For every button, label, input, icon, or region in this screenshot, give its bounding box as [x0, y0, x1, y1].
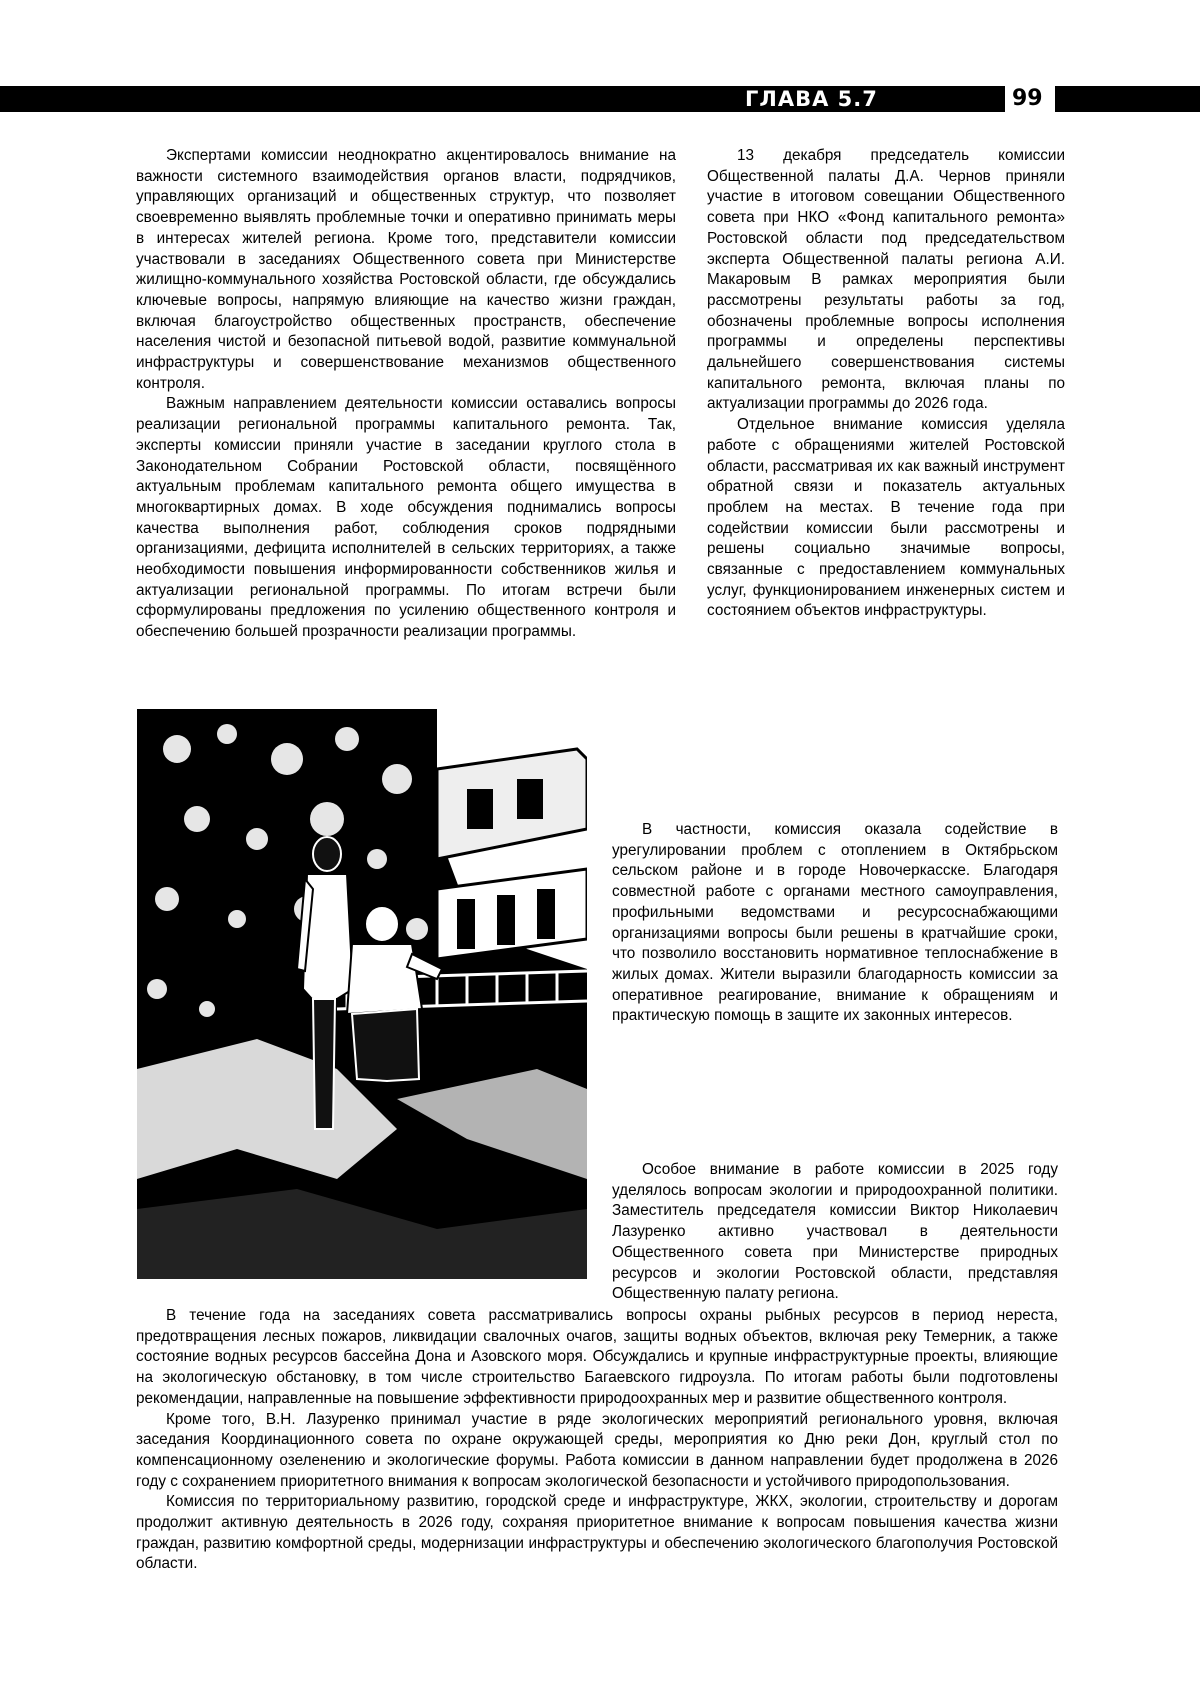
middle-text-1 — [612, 820, 1058, 1027]
left-column — [136, 146, 676, 643]
paragraph: Кроме того, В.Н. Лазуренко принимал участие в ряде экологических мероприятий регионального уровня, включая заседания Координационного совета по охране окружающей среды, мероприятия ко Дню реки Дон, круглый стол по компенсационному озеленению и экологические форумы. Работа комиссии в данном направлении будет продолжена в 2026 году с сохранением приоритетного внимания к вопросам экологической безопасности и устойчивого природопользования. — [136, 1410, 1058, 1490]
photo-inspection — [137, 709, 587, 1279]
photo-illustration — [137, 709, 587, 1279]
paragraph: В частности, комиссия оказала содействие в урегулировании проблем с отоплением в Октябрьском сельском районе и в городе Новочеркасске. Благодаря совместной работе с органами местного самоуправления, профильными ведомствами и ресурсоснабжающими организациями вопросы были решены в кратчайшие сроки, что позволило восстановить нормативное теплоснабжение в жилых домах. Жители выразили благодарность комиссии за оперативное реагирование, внимание к обращениям и практическую помощь в защите их законных интересов. — [612, 821, 1058, 1025]
paragraph: Экспертами комиссии неоднократно акцентировалось внимание на важности системного взаимодействия органов власти, подрядчиков, управляющих организаций и общественных структур, что позволяет своевременно выявлять проблемные точки и оперативно принимать меры в интересах жителей региона. Кроме того, представители комиссии участвовали в заседаниях Общественного совета при Министерстве жилищно-коммунального хозяйства Ростовской области, где обсуждались ключевые вопросы, напрямую влияющие на качество жизни граждан, включая благоустройство общественных пространств, обеспечение населения чистой и безопасной питьевой водой, развитие коммунальной инфраструктуры и совершенствование механизмов общественного контроля. — [136, 147, 676, 392]
paragraph: Комиссия по территориальному развитию, городской среде и инфраструктуре, ЖКХ, экологии, строительству и дорогам продолжит активную деятельность в 2026 году, сохраняя приоритетное внимание к вопросам повышения качества жизни граждан, развитию комфортной среды, модернизации инфраструктуры и обеспечению экологического благополучия Ростовской области. — [136, 1493, 1058, 1573]
chapter-title: ГЛАВА 5.7 — [745, 87, 878, 111]
paragraph: 13 декабря председатель комиссии Общественной палаты Д.А. Чернов приняли участие в итоговом совещании Общественного совета при НКО «Фонд капитального ремонта» Ростовской области под председательством эксперта Общественной палаты региона А.И. Макаровым В рамках мероприятия были рассмотрены результаты работы за год, обозначены проблемные вопросы исполнения программы и определены перспективы дальнейшего совершенствования системы капитального ремонта, включая планы по актуализации программы до 2026 года. — [707, 147, 1065, 413]
right-column — [707, 146, 1065, 622]
page-number: 99 — [1012, 86, 1043, 111]
paragraph: Особое внимание в работе комиссии в 2025 году уделялось вопросам экологии и природоохранной политики. Заместитель председателя комиссии Виктор Николаевич Лазуренко активно участвовал в деятельности Общественного совета при Министерстве природных ресурсов и экологии Ростовской области, представляя Общественную палату региона. — [612, 1161, 1058, 1303]
paragraph: В течение года на заседаниях совета рассматривались вопросы охраны рыбных ресурсов в период нереста, предотвращения лесных пожаров, ликвидации свалочных очагов, защиты водных объектов, включая реку Темерник, а также состояние водных ресурсов бассейна Дона и Азовского моря. Обсуждались и крупные инфраструктурные проекты, влияющие на экологическую обстановку, в том числе строительство Багаевского гидроузла. По итогам работы были подготовлены рекомендации, направленные на повышение эффективности природоохранных мер и развитие общественного контроля. — [136, 1307, 1058, 1407]
middle-text-2 — [612, 1160, 1058, 1305]
paragraph: Отдельное внимание комиссия уделяла работе с обращениями жителей Ростовской области, рассматривая их как важный инструмент обратной связи и показатель актуальных проблем на местах. В течение года при содействии комиссии были рассмотрены и решены социально значимые вопросы, связанные с предоставлением коммунальных услуг, функционированием инженерных систем и состоянием объектов инфраструктуры. — [707, 416, 1065, 620]
bottom-text — [136, 1306, 1058, 1575]
paragraph: Важным направлением деятельности комиссии оставались вопросы реализации региональной программы капитального ремонта. Так, эксперты комиссии приняли участие в заседании круглого стола в Законодательном Собрании Ростовской области, посвящённого актуальным проблемам капитального ремонта общего имущества в многоквартирных домах. В ходе обсуждения поднимались вопросы качества выполнения работ, соблюдения сроков подрядными организациями, дефицита исполнителей в сельских территориях, а также необходимости повышения информированности собственников жилья и актуализации региональной программы. По итогам встречи были сформулированы предложения по усилению общественного контроля и обеспечению большей прозрачности реализации программы. — [136, 395, 676, 641]
